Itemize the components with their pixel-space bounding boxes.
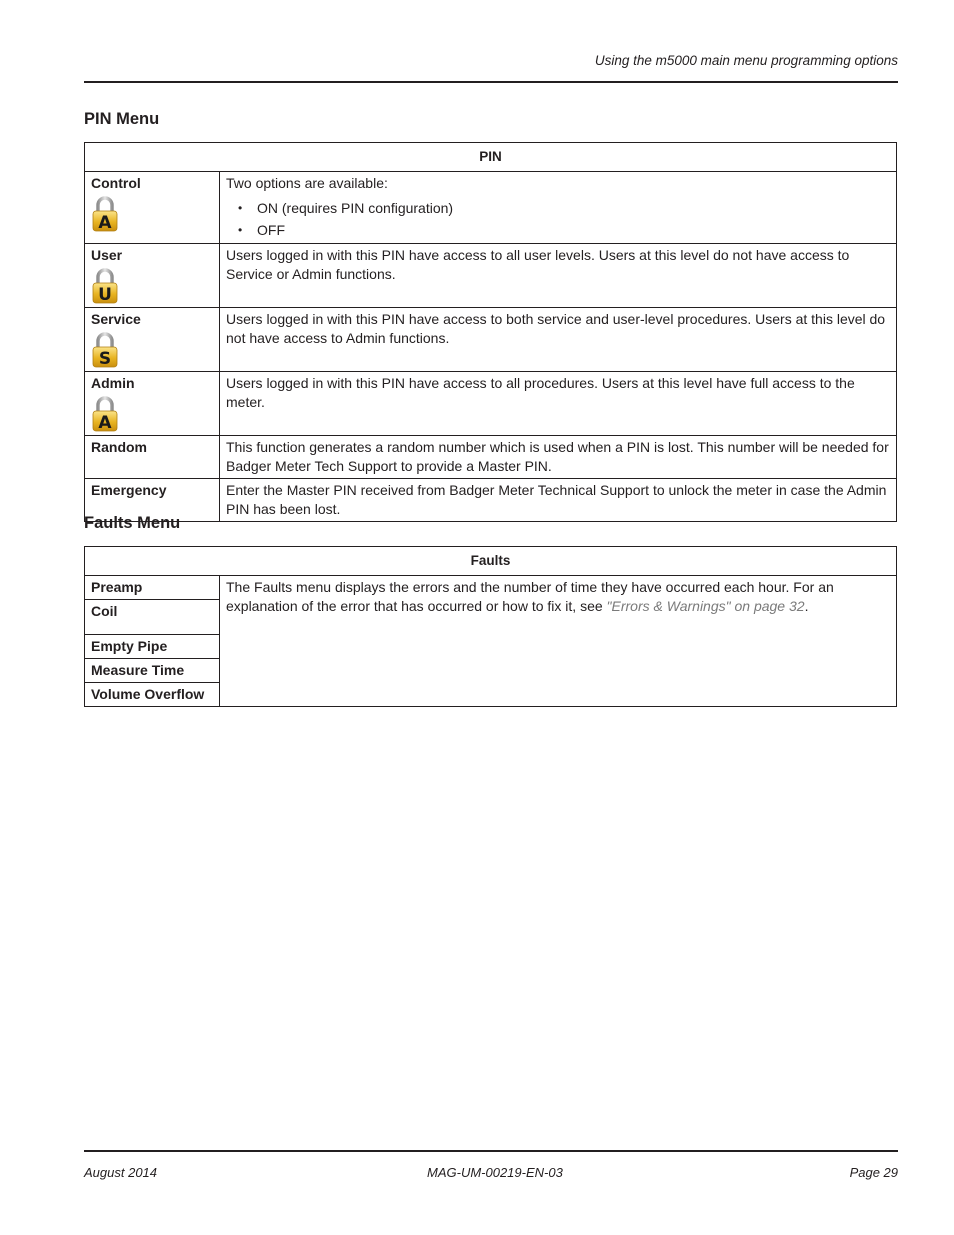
faults-description: The Faults menu displays the errors and the number of time they have occurred each hour. For an explanation of the error that has occurred or how to fix it, see "Errors & Warnings" on page 32. [220,576,897,707]
control-intro: Two options are available: [226,175,388,191]
table-row [85,479,897,522]
row-label-service: Service [91,311,141,327]
option-on: • ON (requires PIN configuration) [226,197,891,219]
lock-letter: S [98,349,112,369]
row-label-random: Random [85,436,220,479]
row-label-control: Control [91,175,141,191]
footer-doc-id: MAG-UM-00219-EN-03 [427,1165,563,1180]
table-row [85,576,897,600]
header-rule [84,81,898,83]
table-row [85,308,897,372]
random-description: This function generates a random number which is used when a PIN is lost. This number will be needed for Badger Meter Tech Support to provide a Master PIN. [220,436,897,479]
emergency-description: Enter the Master PIN received from Badger Meter Technical Support to unlock the meter in case the Admin PIN has been lost. [220,479,897,522]
fault-label-measure-time: Measure Time [85,659,220,683]
footer-page-number: Page 29 [849,1165,898,1180]
fault-label-coil: Coil [85,600,220,635]
padlock-icon [91,195,119,233]
option-off: • OFF [226,219,891,241]
faults-table [84,546,897,707]
row-label-admin: Admin [91,375,135,391]
table-row [85,436,897,479]
pin-table [84,142,897,522]
table-row [85,172,897,244]
faults-menu-heading: Faults Menu [84,514,181,532]
lock-letter: A [98,213,112,233]
padlock-icon [91,267,119,305]
pin-menu-heading: PIN Menu [84,110,160,128]
padlock-icon [91,331,119,369]
pin-table-title: PIN [85,143,897,172]
row-label-emergency: Emergency [85,479,220,522]
fault-label-empty-pipe: Empty Pipe [85,635,220,659]
user-description: Users logged in with this PIN have access to all user levels. Users at this level do not have access to Service or Admin functions. [220,244,897,308]
fault-label-volume-overflow: Volume Overflow [85,683,220,707]
faults-table-title: Faults [85,547,897,576]
admin-description: Users logged in with this PIN have access to all procedures. Users at this level have full access to the meter. [220,372,897,436]
padlock-icon [91,395,119,433]
control-description [220,172,897,244]
running-header: Using the m5000 main menu programming options [594,53,898,68]
footer-rule [84,1150,898,1152]
table-row [85,372,897,436]
service-description: Users logged in with this PIN have access to both service and user-level procedures. Users at this level do not have access to Admin functions. [220,308,897,372]
row-label-user: User [91,247,123,263]
table-row [85,244,897,308]
fault-label-preamp: Preamp [85,576,220,600]
errors-warnings-link[interactable]: "Errors & Warnings" on page 32 [606,598,805,614]
lock-letter: U [98,285,112,305]
lock-letter: A [98,413,112,433]
footer-date: August 2014 [84,1165,158,1180]
